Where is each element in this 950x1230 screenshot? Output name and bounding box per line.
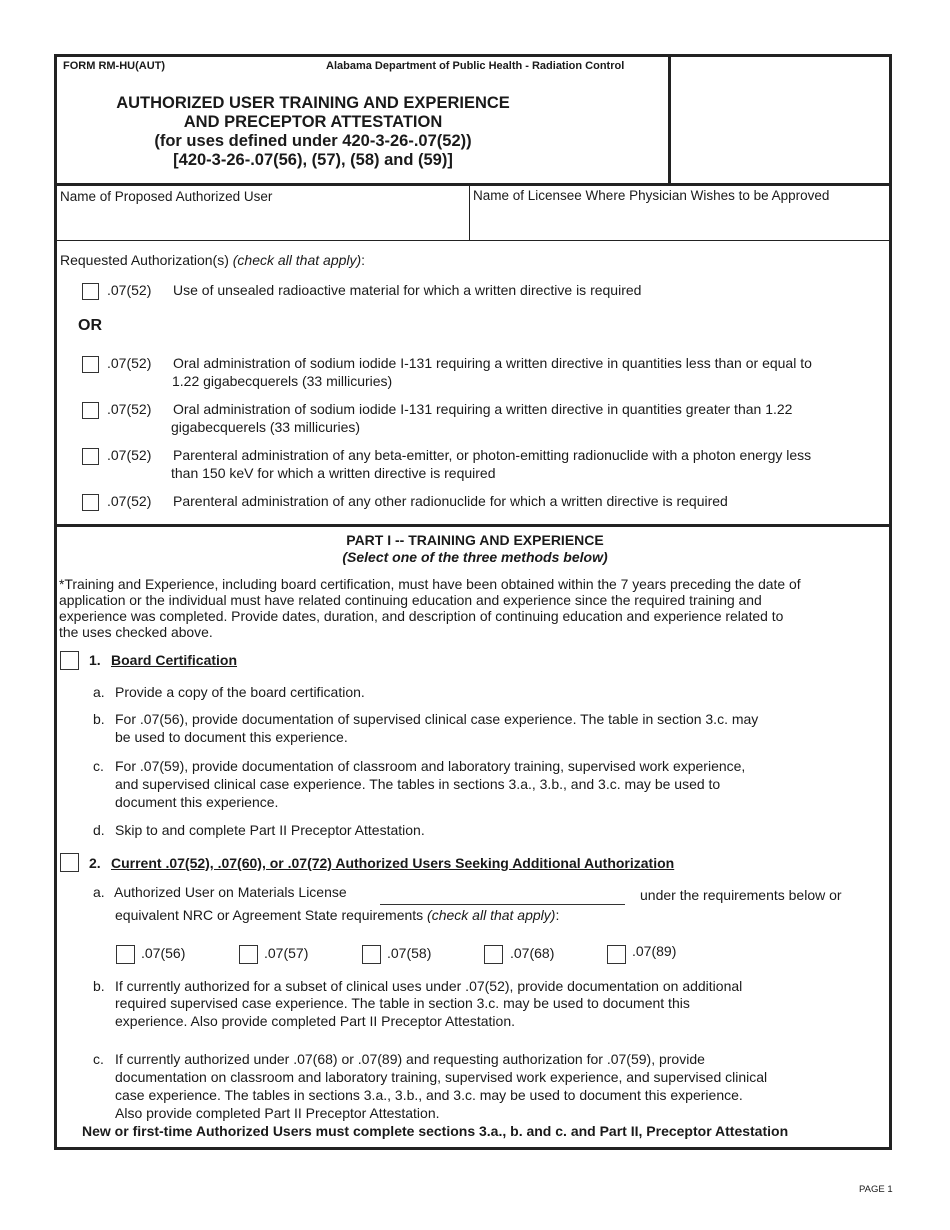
part1-heading: PART I -- TRAINING AND EXPERIENCE xyxy=(346,532,604,548)
title-line-4: [420-3-26-.07(56), (57), (58) and (59)] xyxy=(173,151,453,169)
licensee-input[interactable] xyxy=(473,207,888,237)
section2a-text-continued: under the requirements below or xyxy=(640,887,842,903)
auth-checkbox-1[interactable] xyxy=(82,283,99,300)
auth-code-3: .07(52) xyxy=(107,401,152,417)
option-checkbox-0757[interactable] xyxy=(239,945,258,964)
section1-title: Board Certification xyxy=(111,652,238,668)
option-label-0768: .07(68) xyxy=(510,945,555,961)
fields-divider-vertical xyxy=(469,185,470,241)
option-checkbox-0789[interactable] xyxy=(607,945,626,964)
title-line-2: AND PRECEPTOR ATTESTATION xyxy=(183,113,443,131)
auth-text-2: Oral administration of sodium iodide I-131 requiring a written directive in quantities less than or equal to 1.22 gigabecquerels (33 millicuries) xyxy=(172,355,812,389)
agency-name: Alabama Department of Public Health - Radiation Control xyxy=(326,60,625,72)
part1-note: *Training and Experience, including board certification, must have been obtained within the 7 years preceding the date of application or the individual must have related continuing education and experience since the required training and experience was completed. Provide dates, duration, and description of continuing education and experience related to the uses checked above. xyxy=(59,576,801,640)
auth-code-2: .07(52) xyxy=(107,355,152,371)
section2a-text-line2: equivalent NRC or Agreement State requirements (check all that apply): xyxy=(115,907,560,923)
board-certification-checkbox[interactable] xyxy=(60,651,79,670)
section1-number: 1. xyxy=(89,652,101,668)
option-label-0789: .07(89) xyxy=(632,943,677,959)
auth-text-4: Parenteral administration of any beta-emitter, or photon-emitting radionuclide with a photon energy less than 150 keV for which a written directive is required xyxy=(171,447,812,481)
proposed-user-label: Name of Proposed Authorized User xyxy=(60,189,273,204)
header-divider xyxy=(54,183,892,186)
title-line-3: (for uses defined under 420-3-26-.07(52)) xyxy=(154,132,472,150)
auth-checkbox-2[interactable] xyxy=(82,356,99,373)
license-number-line xyxy=(380,904,625,905)
auth-code-4: .07(52) xyxy=(107,447,152,463)
section2a-label: a. xyxy=(93,884,105,900)
or-label: OR xyxy=(78,317,102,334)
auth-text-1: Use of unsealed radioactive material for which a written directive is required xyxy=(173,282,642,298)
licensee-label: Name of Licensee Where Physician Wishes to be Approved xyxy=(473,188,830,203)
fields-divider xyxy=(54,240,892,241)
section2-title: Current .07(52), .07(60), or .07(72) Authorized Users Seeking Additional Authorization xyxy=(111,855,675,871)
current-au-checkbox[interactable] xyxy=(60,853,79,872)
license-number-input[interactable] xyxy=(380,884,625,904)
option-label-0758: .07(58) xyxy=(387,945,432,961)
part1-heading-block xyxy=(60,532,890,566)
auth-code-1: .07(52) xyxy=(107,282,152,298)
part1-divider xyxy=(54,524,892,527)
title-line-1: AUTHORIZED USER TRAINING AND EXPERIENCE xyxy=(116,94,510,112)
header-divider-vertical xyxy=(668,54,671,185)
page-number: PAGE 1 xyxy=(859,1184,893,1195)
form-id: FORM RM-HU(AUT) xyxy=(63,60,166,72)
option-label-0756: .07(56) xyxy=(141,945,186,961)
proposed-user-input[interactable] xyxy=(60,207,465,237)
section2-number: 2. xyxy=(89,855,101,871)
footer-note: New or first-time Authorized Users must complete sections 3.a., b. and c. and Part II, Preceptor Attestation xyxy=(82,1123,789,1139)
part1-subheading: (Select one of the three methods below) xyxy=(342,549,608,565)
form-page: FORM RM-HU(AUT) Alabama Department of Public Health - Radiation Control AUTHORIZED USER TRAINING AND EXPERIENCE AND PRECEPTOR ATTESTATION (for uses defined under 420-3-26-.07(52)) [420-3-26-.07(56), (57), (58) and (59)] Name of Proposed Authorized User Name of Licensee Where Physician Wishes to be Approved Requested Authorization(s) (check all that apply): .07(52) Use of unsealed radioactive material for which a written directive is required OR .07(52) Oral administration of sodium iodide I-131 requiring a written directive in quantities less than or equal to 1.22 gigabecquerels (33 millicuries) .07(52) Oral administration of sodium iodide I-131 requiring a written directive in quantities greater than 1.22 gigabecquerels (33 millicuries) .07(52) Parenteral administration of any beta-emitter, or photon-emitting radionuclide with a photon energy less than 150 keV for which a written directive is required .07(52) Parenteral administration of any other radionuclide for which a written directive is required PART I -- TRAINING AND EXPERIENCE (Select one of the three methods below) *Training and Experience, including board certification, must have been obtained within the 7 years preceding the date of application or the individual must have related continuing education and experience since the required training and experience was completed. Provide dates, duration, and description of continuing education and experience related to the uses checked above. 1. Board Certification a. Provide a copy of the board certification. b. For .07(56), provide documentation of supervised clinical case experience. The table in section 3.c. may be used to document this experience. c. For .07(59), provide documentation of classroom and laboratory training, supervised work experience, and supervised clinical case experience. The tables in sections 3.a., 3.b., and 3.c. may be used to document this experience. d. Skip to and complete Part II Preceptor Attestation. 2. Current .07(52), .07(60), or .07(72) Authorized Users Seeking Additional Authorization a. Authorized User on Materials License under the requirements below or equivalent NRC or Agreement State requirements (check all that apply): .07(56) .07(57) .07(58) .07(68) .07(89) b. If currently authorized for a subset of clinical uses under .07(52), provide documentation on additional required supervised case experience. The table in section 3.c. may be used to document this experience. Also provide completed Part II Preceptor Attestation. c. If currently authorized under .07(68) or .07(89) and requesting authorization for .07(59), provide documentation on classroom and laboratory training, supervised work experience, and supervised clinical case experience. The tables in sections 3.a., 3.b., and 3.c. may be used to document this experience. Also provide completed Part II Preceptor Attestation. New or first-time Authorized Users must complete sections 3.a., b. and c. and Part II, Preceptor Attestation PAGE 1 xyxy=(0,0,950,1230)
option-checkbox-0768[interactable] xyxy=(484,945,503,964)
option-checkbox-0758[interactable] xyxy=(362,945,381,964)
authorization-heading: Requested Authorization(s) (check all that apply): xyxy=(60,252,366,268)
auth-text-5: Parenteral administration of any other radionuclide for which a written directive is required xyxy=(173,493,728,509)
auth-checkbox-4[interactable] xyxy=(82,448,99,465)
auth-checkbox-3[interactable] xyxy=(82,402,99,419)
form-title xyxy=(60,94,566,170)
auth-text-3: Oral administration of sodium iodide I-131 requiring a written directive in quantities greater than 1.22 gigabecquerels (33 millicuries) xyxy=(171,401,793,435)
option-checkbox-0756[interactable] xyxy=(116,945,135,964)
auth-checkbox-5[interactable] xyxy=(82,494,99,511)
auth-code-5: .07(52) xyxy=(107,493,152,509)
option-label-0757: .07(57) xyxy=(264,945,309,961)
section2a-text: Authorized User on Materials License xyxy=(114,884,347,900)
